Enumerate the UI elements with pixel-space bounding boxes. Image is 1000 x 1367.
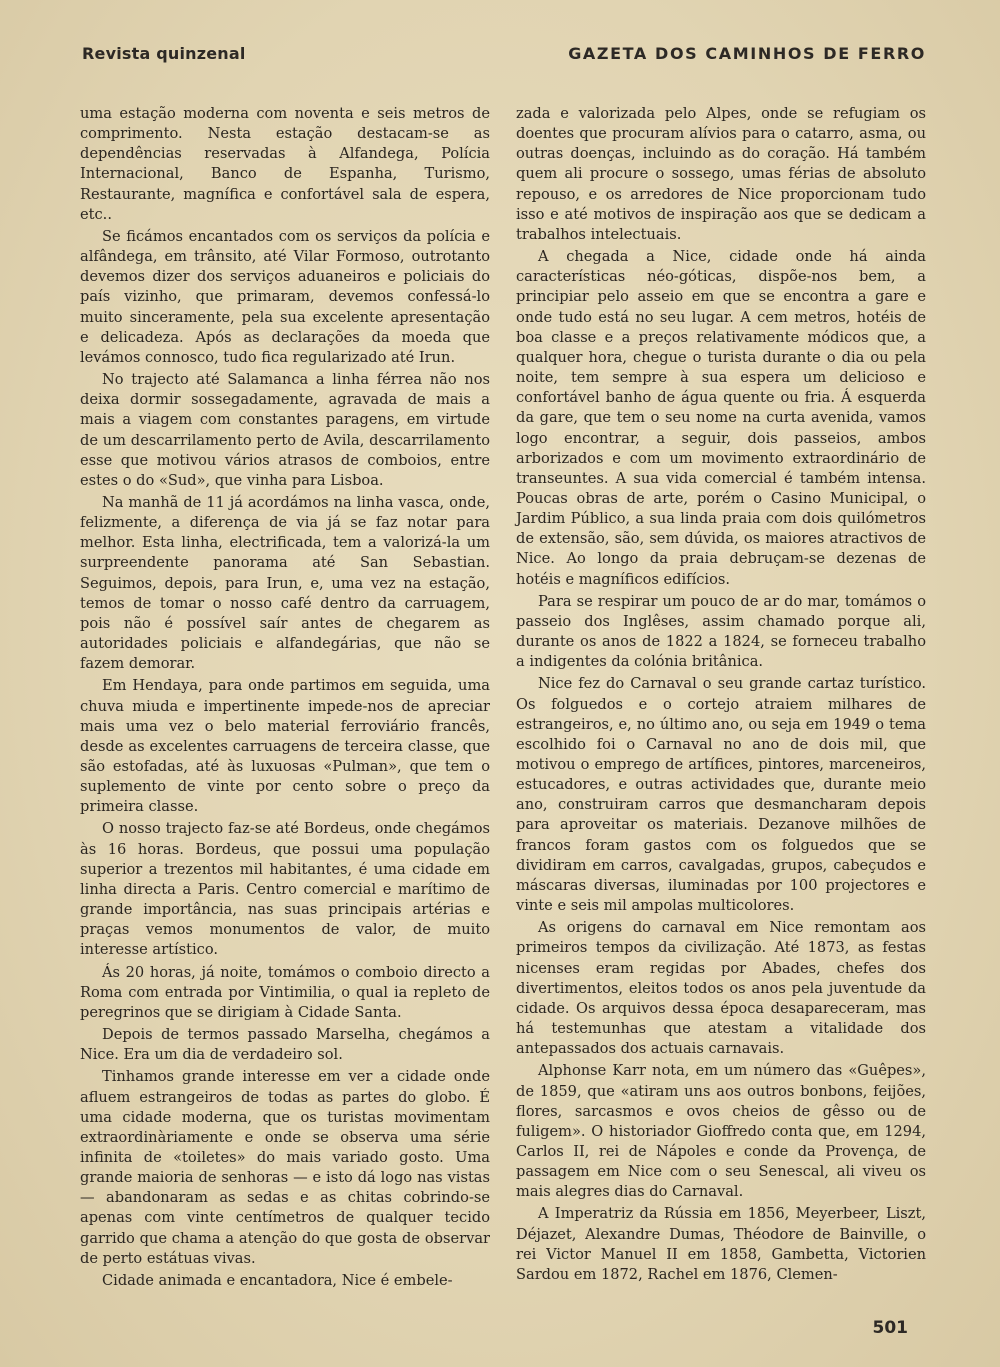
running-header (82, 44, 926, 74)
paragraph: Em Hendaya, para onde partimos em seguida, uma chuva miuda e impertinente impede-nos de apreciar mais uma vez o belo material ferroviário francês, desde as excelentes carruagens de terceira classe, que são estofadas, até às luxuosas «Pulman», que tem o suplemento de vinte por cento sobre o preço da primeira classe. (80, 677, 490, 816)
paragraph: Tinhamos grande interesse em ver a cidade onde afluem estrangeiros de todas as partes do globo. É uma cidade moderna, que os turistas movimentam extraordinàriamente e onde se observa uma série infinita de «toiletes» do mais variado gosto. Uma grande maioria de senhoras — e isto dá logo nas vistas — abandonaram as sedas e as chitas cobrindo-se apenas com vinte centímetros de qualquer tecido garrido que chama a atenção do que gosta de observar de perto estátuas vivas. (80, 1068, 490, 1267)
paragraph: Depois de termos passado Marselha, chegámos a Nice. Era um dia de verdadeiro sol. (80, 1026, 490, 1064)
paragraph: Alphonse Karr nota, em um número das «Guêpes», de 1859, que «atiram uns aos outros bonbons, feijões, flores, sarcasmos e ovos cheios de gêsso ou de fuligem». O historiador Gioffredo conta que, em 1294, Carlos II, rei de Nápoles e conde da Provença, de passagem em Nice com o seu Senescal, ali viveu os mais alegres dias do Carnaval. (516, 1062, 926, 1201)
header-magazine-title: GAZETA DOS CAMINHOS DE FERRO (568, 44, 926, 63)
paragraph: uma estação moderna com noventa e seis metros de comprimento. Nesta estação destacam-se as dependências reservadas à Alfandega, Polícia Internacional, Banco de Espanha, Turismo, Restaurante, magnífica e confortável sala de espera, etc.. (80, 105, 490, 223)
paragraph: Para se respirar um pouco de ar do mar, tomámos o passeio dos Inglêses, assim chamado porque ali, durante os anos de 1822 a 1824, se forneceu trabalho a indigentes da colónia britânica. (516, 592, 926, 671)
paragraph: No trajecto até Salamanca a linha férrea não nos deixa dormir sossegadamente, agravada de mais a mais a viagem com constantes paragens, em virtude de um descarrilamento perto de Avila, descarrilamento esse que motivou vários atrasos de comboios, entre estes o do «Sud», que vinha para Lisboa. (80, 371, 490, 489)
paragraph: Se ficámos encantados com os serviços da polícia e alfândega, em trânsito, até Vilar Formoso, outrotanto devemos dizer dos serviços aduaneiros e policiais do país vizinho, que primaram, devemos confessá-lo muito sinceramente, pela sua excelente apresentação e delicadeza. Após as declarações da moeda que levámos connosco, tudo fica regularizado até Irun. (80, 227, 490, 366)
paragraph: Ás 20 horas, já noite, tomámos o comboio directo a Roma com entrada por Vintimilia, o qual ia repleto de peregrinos que se dirigiam à Cidade Santa. (80, 963, 490, 1021)
left-text-column (80, 104, 490, 1293)
paragraph: Na manhã de 11 já acordámos na linha vasca, onde, felizmente, a diferença de via já se faz notar para melhor. Esta linha, electrificada, tem a valorizá-la um surpreendente panorama até San Sebastian. Seguimos, depois, para Irun, e, uma vez na estação, temos de tomar o nosso café dentro da carruagem, pois não é possível saír antes de chegarem as autoridades policiais e alfandegárias, que não se fazem demorar. (80, 493, 490, 673)
paragraph: O nosso trajecto faz-se até Bordeus, onde chegámos às 16 horas. Bordeus, que possui uma população superior a trezentos mil habitantes, é uma cidade em linha directa a Paris. Centro comercial e marítimo de grande importância, nas suas principais artérias e praças vemos monumentos de valor, de muito interesse artístico. (80, 820, 490, 959)
paragraph: zada e valorizada pelo Alpes, onde se refugiam os doentes que procuram alívios para o catarro, asma, ou outras doenças, incluindo as do coração. Há também quem ali procure o sossego, umas férias de absoluto repouso, e os arredores de Nice proporcionam tudo isso e até motivos de inspiração aos que se dedicam a trabalhos intelectuais. (516, 105, 926, 243)
paragraph: Nice fez do Carnaval o seu grande cartaz turístico. Os folguedos e o cortejo atraiem milhares de estrangeiros, e, no último ano, ou seja em 1949 o tema escolhido foi o Carnaval no ano de dois mil, que motivou o emprego de artífices, pintores, marceneiros, estucadores, e outras actividades que, durante meio ano, construiram carros que desmancharam depois para aproveitar os materiais. Dezanove milhões de francos foram gastos com os folguedos que se dividiram em carros, cavalgadas, grupos, cabeçudos e máscaras diversas, iluminadas por 100 projectores e vinte e seis mil ampolas multicolores. (516, 675, 926, 915)
paragraph: A chegada a Nice, cidade onde há ainda características néo-góticas, dispõe-nos bem, a principiar pelo asseio em que se encontra a gare e onde tudo está no seu lugar. A cem metros, hotéis de boa classe e a preços relativamente módicos que, a qualquer hora, chegue o turista durante o dia ou pela noite, tem sempre à sua espera um delicioso e confortável banho de água quente ou fria. Á esquerda da gare, que tem o seu nome na curta avenida, vamos logo encontrar, a seguir, dois passeios, ambos arborizados e com um movimento extraordinário de transeuntes. A sua vida comercial é também intensa. Poucas obras de arte, porém o Casino Municipal, o Jardim Público, a sua linda praia com dois quilómetros de extensão, são, sem dúvida, os maiores atractivos de Nice. Ao longo da praia debruçam-se dezenas de hotéis e magníficos edifícios. (516, 248, 926, 588)
page-number: 501 (872, 1318, 908, 1338)
right-text-column (516, 104, 926, 1287)
paragraph: A Imperatriz da Rússia em 1856, Meyerbeer, Liszt, Déjazet, Alexandre Dumas, Théodore de Bainville, o rei Victor Manuel II em 1858, Gambetta, Victorien Sardou em 1872, Rachel em 1876, Clemen- (516, 1205, 926, 1283)
paragraph: Cidade animada e encantadora, Nice é embele- (102, 1271, 453, 1289)
header-publication-frequency: Revista quinzenal (82, 44, 246, 63)
paragraph: As origens do carnaval em Nice remontam aos primeiros tempos da civilização. Até 1873, as festas nicenses eram regidas por Abades, chefes dos divertimentos, eleitos todos os anos pela juventude da cidade. Os arquivos dessa época desapareceram, mas há testemunhas que atestam a vitalidade dos antepassados dos actuais carnavais. (516, 919, 926, 1058)
